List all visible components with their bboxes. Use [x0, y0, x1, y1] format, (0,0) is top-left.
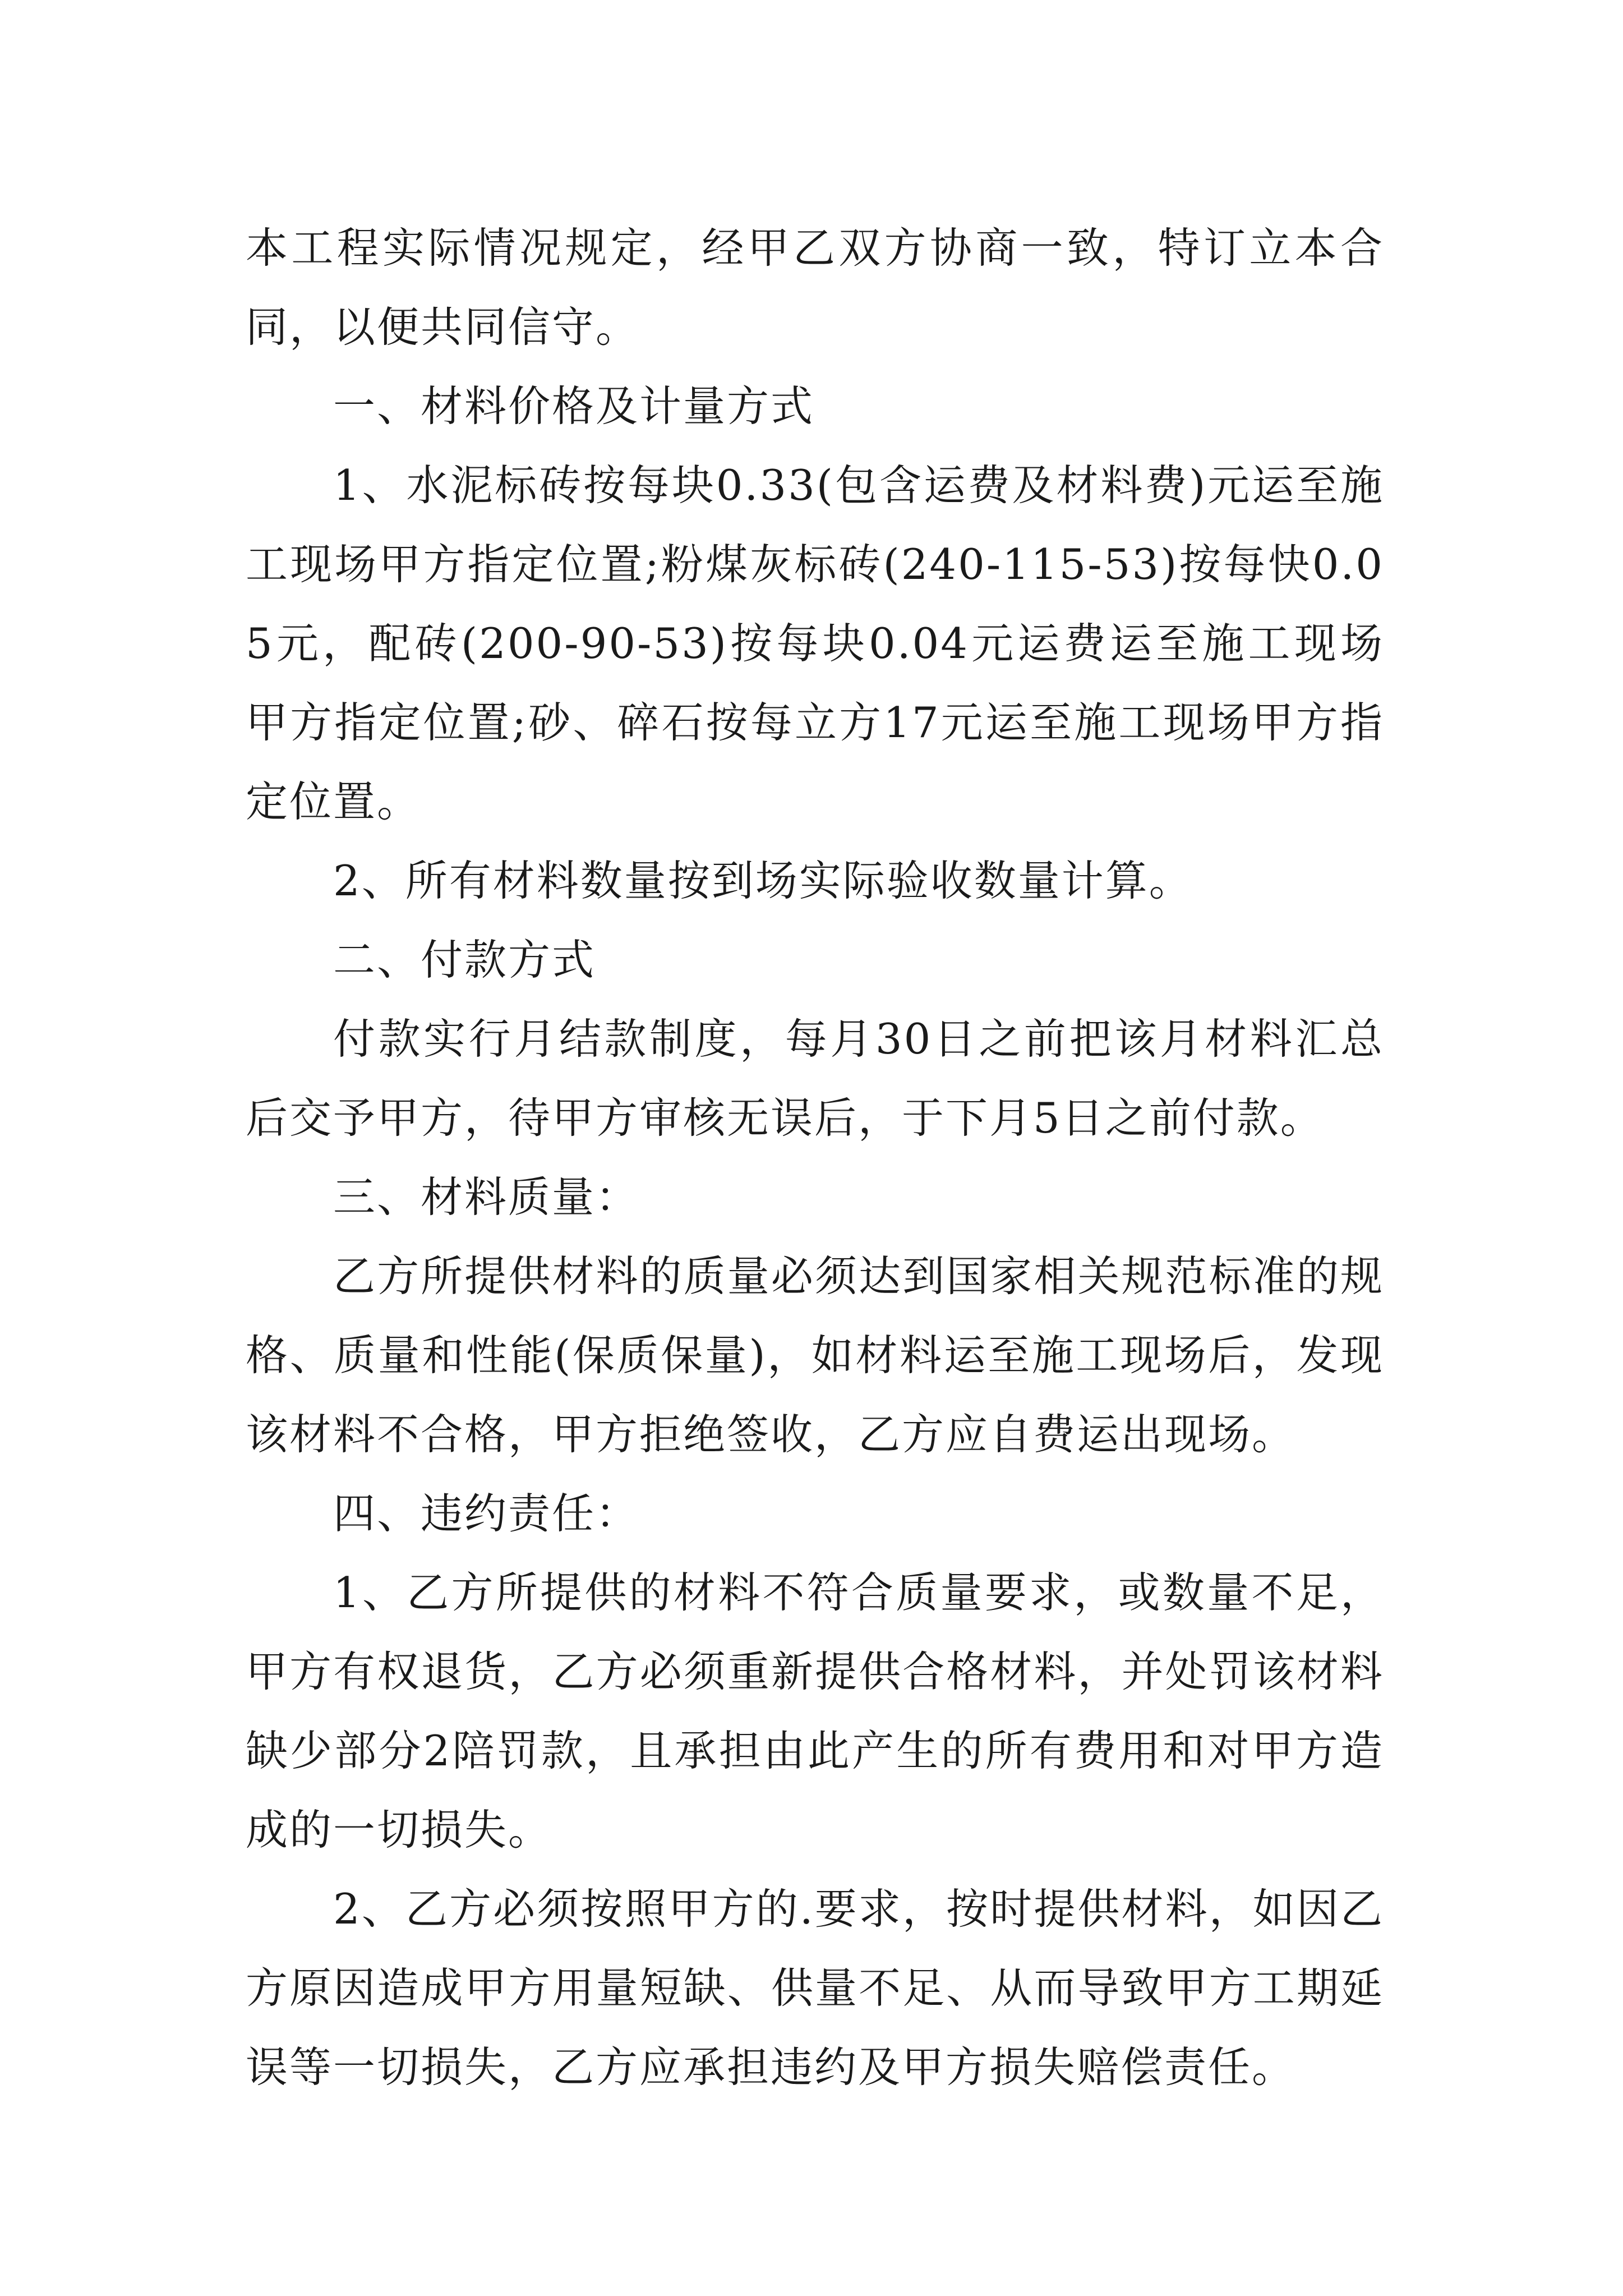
- section-heading-payment: 二、付款方式: [333, 935, 596, 984]
- section-heading-liability: 四、违约责任：: [333, 1489, 640, 1538]
- paragraph-intro: 本工程实际情况规定，经甲乙双方协商一致，特订立本合同，以便共同信守。: [246, 223, 1384, 352]
- section-heading-quality: 三、材料质量：: [333, 1172, 640, 1222]
- paragraph-quality: 乙方所提供材料的质量必须达到国家相关规范标准的规格、质量和性能(保质保量)，如材料运至施工现场后，发现该材料不合格，甲方拒绝签收，乙方应自费运出现场。: [246, 1251, 1384, 1459]
- paragraph-payment: 付款实行月结款制度，每月30日之前把该月材料汇总后交予甲方，待甲方审核无误后，于下月5日之前付款。: [246, 1014, 1384, 1143]
- document-body: [246, 209, 1384, 2107]
- section-heading-price: 一、材料价格及计量方式: [333, 381, 815, 431]
- paragraph-liability-item-1: 1、乙方所提供的材料不符合质量要求，或数量不足，甲方有权退货，乙方必须重新提供合格材料，并处罚该材料缺少部分2陪罚款，且承担由此产生的所有费用和对甲方造成的一切损失。: [246, 1568, 1384, 1855]
- paragraph-price-item-2: 2、所有材料数量按到场实际验收数量计算。: [333, 856, 1193, 905]
- paragraph-liability-item-2: 2、乙方必须按照甲方的.要求，按时提供材料，如因乙方原因造成甲方用量短缺、供量不足、从而导致甲方工期延误等一切损失，乙方应承担违约及甲方损失赔偿责任。: [246, 1884, 1384, 2092]
- paragraph-price-item-1: 1、水泥标砖按每块0.33(包含运费及材料费)元运至施工现场甲方指定位置;粉煤灰标砖(240-115-53)按每快0.05元，配砖(200-90-53)按每块0.04元运费运至施工现场甲方指定位置;砂、碎石按每立方17元运至施工现场甲方指定位置。: [246, 461, 1384, 826]
